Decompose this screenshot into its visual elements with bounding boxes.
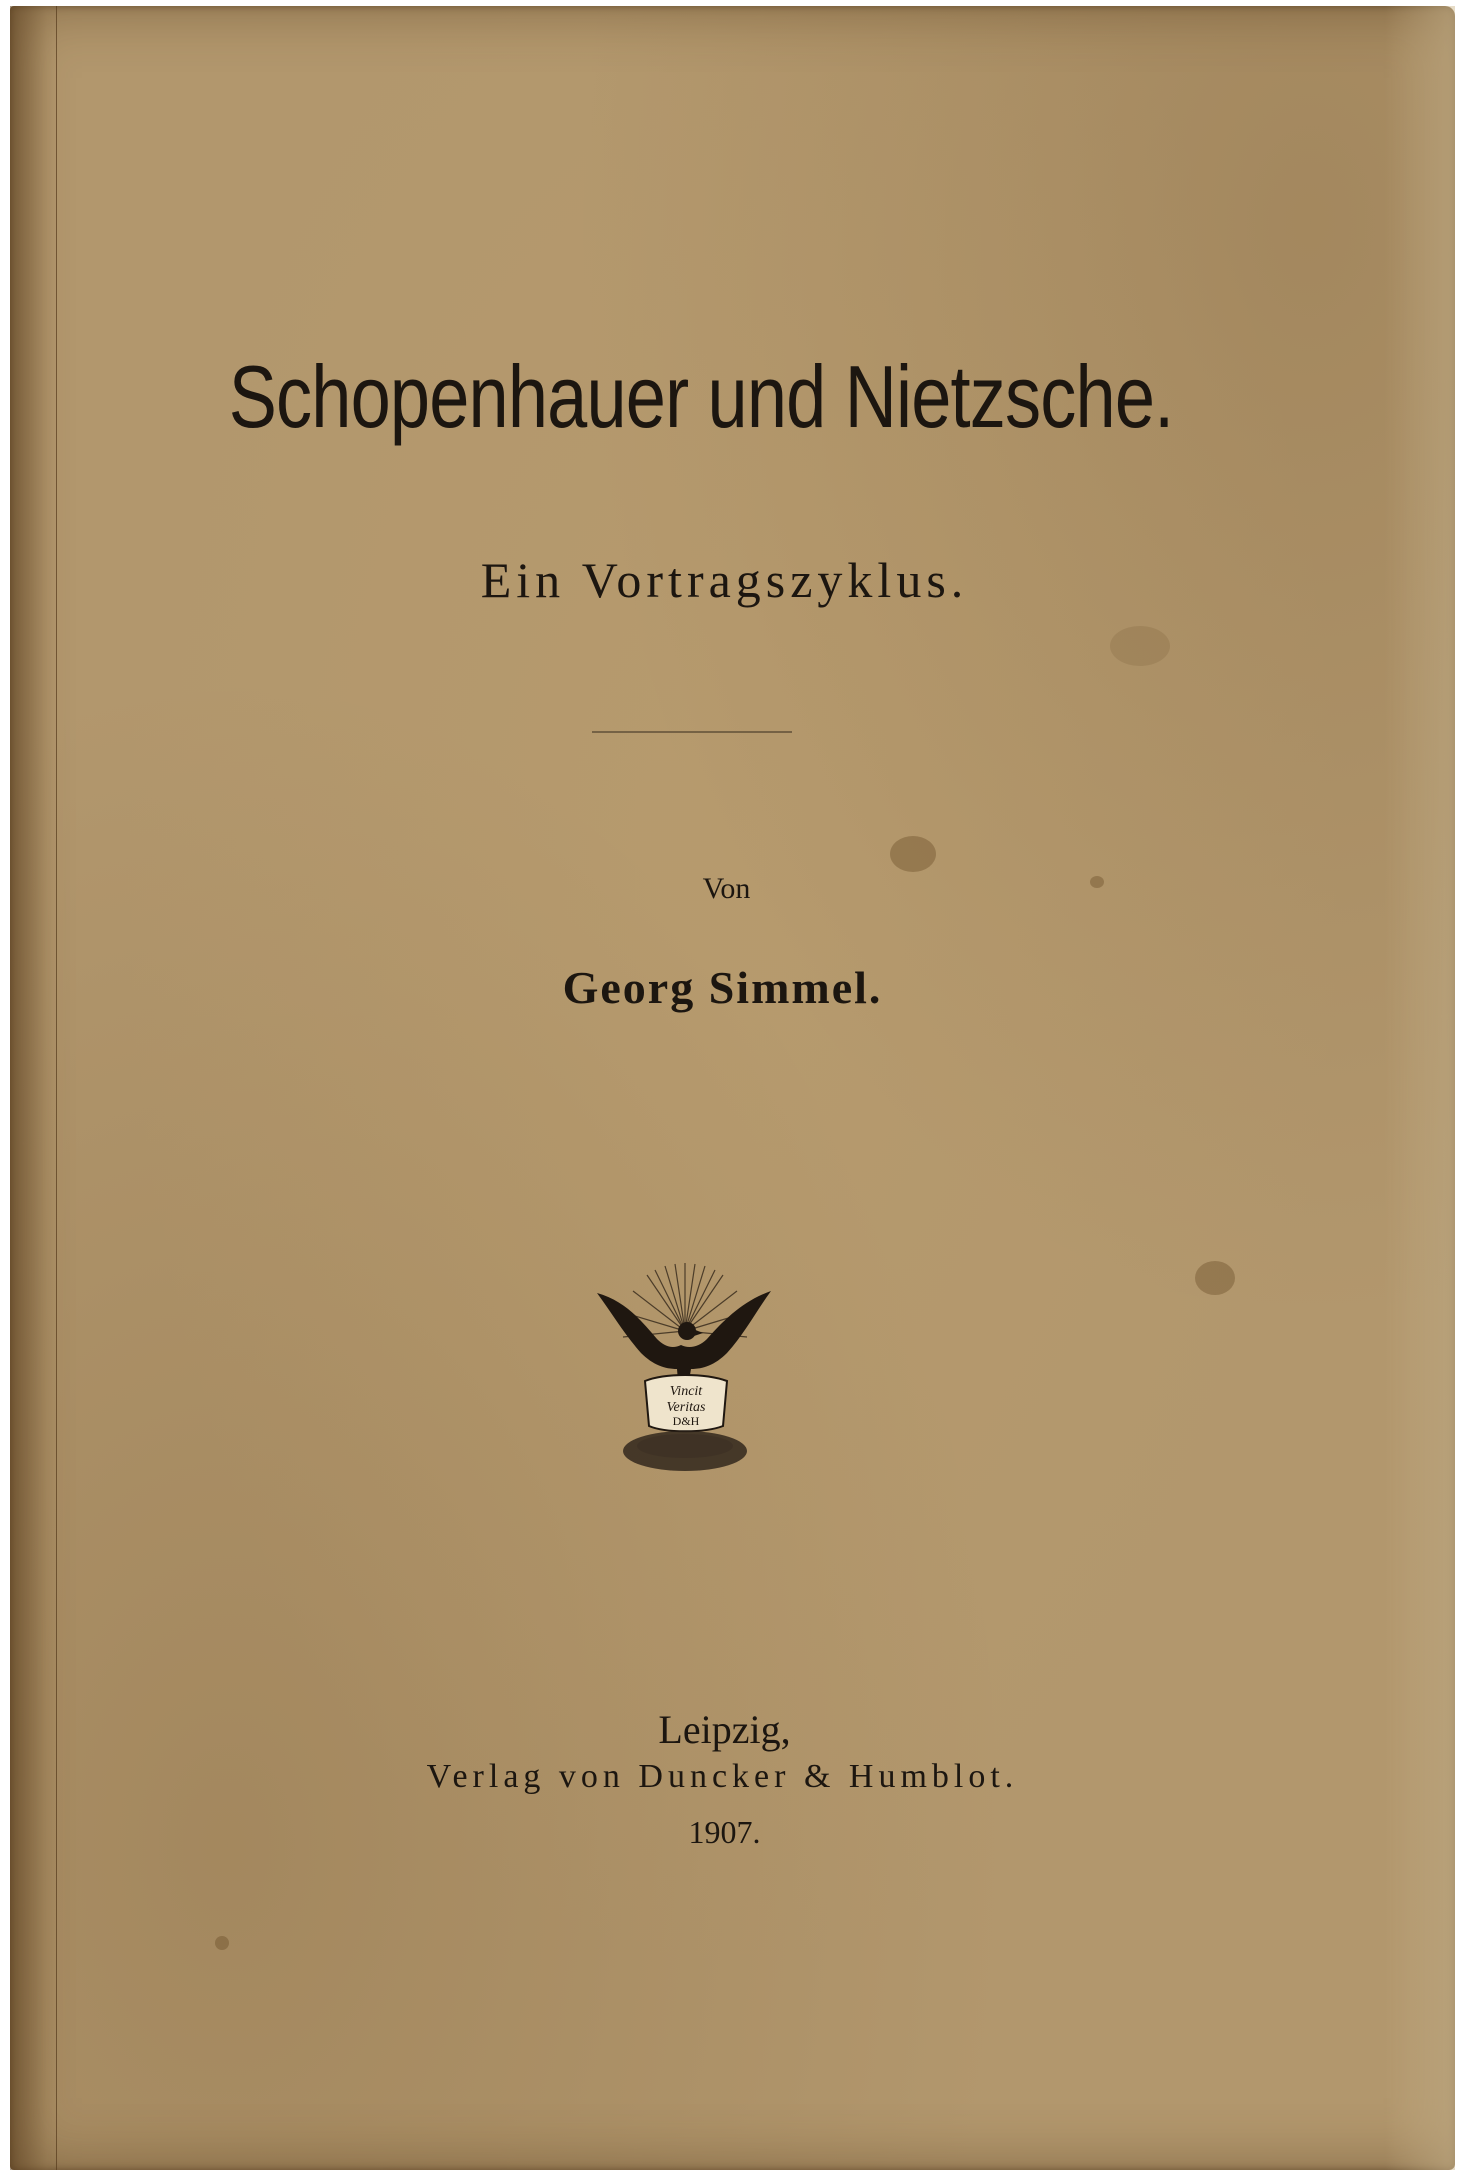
paper-stain xyxy=(890,836,936,872)
eagle-emblem-icon xyxy=(595,1261,775,1476)
imprint-year: 1907. xyxy=(688,1814,761,1850)
book-title: Schopenhauer und Nietzsche. xyxy=(228,347,1174,446)
by-label: Von xyxy=(702,872,751,905)
book-subtitle: Ein Vortragszyklus. xyxy=(480,552,969,608)
paper-stain xyxy=(215,1936,229,1950)
paper-stain xyxy=(1110,626,1170,666)
svg-text:Veritas: Veritas xyxy=(666,1400,706,1415)
paper-stain xyxy=(1195,1261,1235,1295)
divider-rule xyxy=(592,731,792,733)
svg-text:D&H: D&H xyxy=(672,1414,700,1428)
svg-text:Vincit: Vincit xyxy=(669,1384,703,1399)
author-name: Georg Simmel. xyxy=(562,962,883,1013)
book-cover xyxy=(10,6,1455,2170)
imprint-publisher: Verlag von Duncker & Humblot. xyxy=(426,1758,1019,1795)
imprint-place: Leipzig, xyxy=(658,1707,791,1752)
